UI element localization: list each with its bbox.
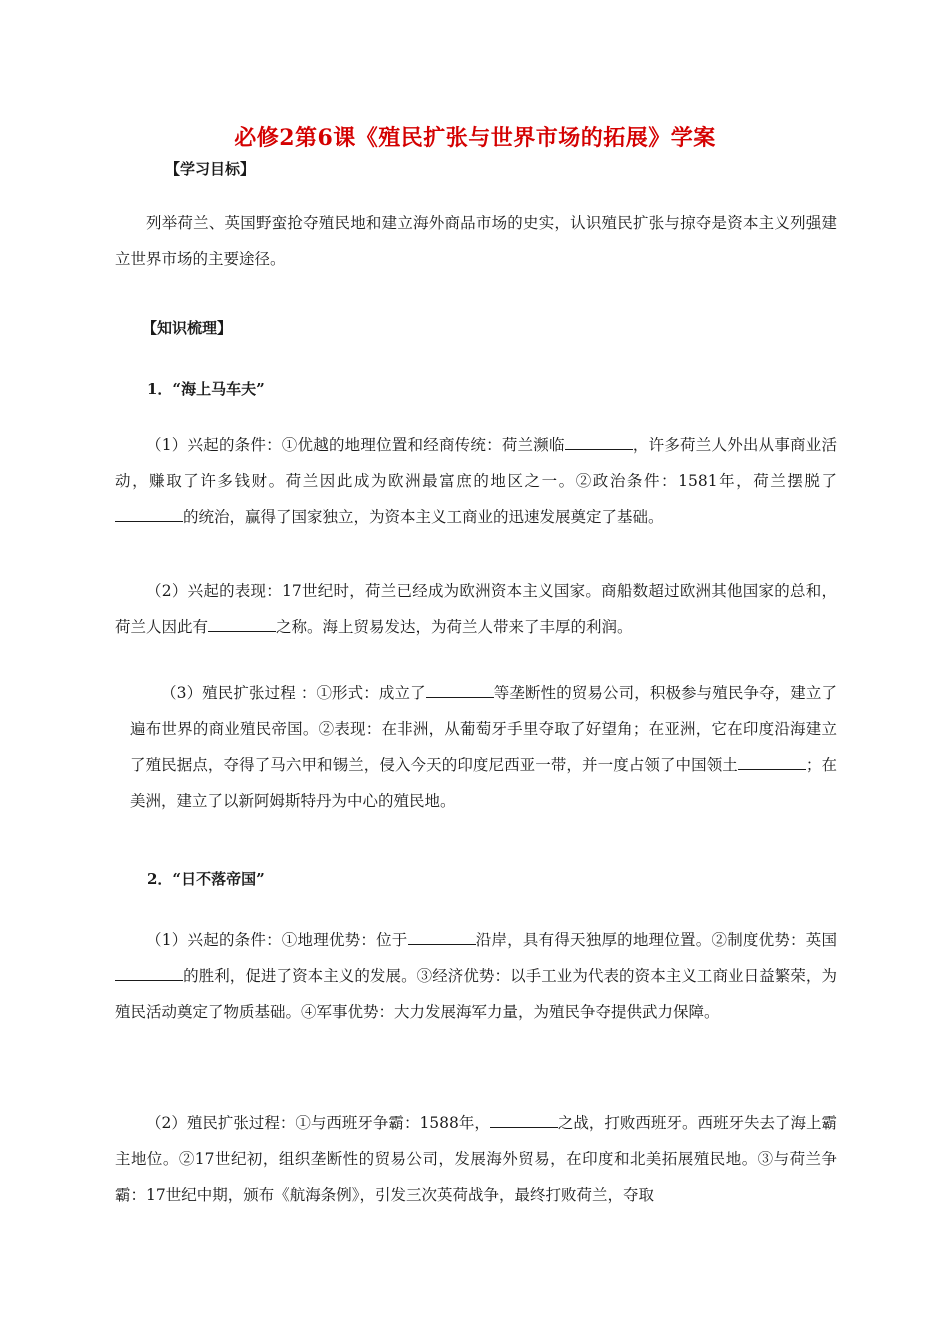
fill-blank[interactable]: [738, 754, 806, 771]
section2-paragraph-1: [115, 922, 837, 1030]
fill-blank[interactable]: [426, 682, 494, 699]
text-segment: （3）殖民扩张过程 ：①形式：成立了: [161, 684, 426, 702]
fill-blank[interactable]: [115, 506, 183, 523]
text-segment: （2）兴起的表现：17世纪时，荷兰已经成为欧洲资本主义国家。商船数超过欧洲其他国家的总和，荷兰人因此有: [115, 582, 837, 636]
text-segment: 之称。海上贸易发达，为荷兰人带来了丰厚的利润。: [276, 618, 633, 636]
heading-knowledge-review: 【知识梳理】: [142, 319, 233, 337]
section1-paragraph-1: [115, 427, 837, 535]
text-segment: 沿岸，具有得天独厚的地理位置。②制度优势：英国: [475, 931, 837, 949]
text-segment: 等垄断性的贸易公司，积极参与殖民争夺，建立了遍布世界的商业殖民帝国。②表现：在非洲，从葡萄牙手里夺取了好望角；在亚洲，它在印度沿海建立了殖民据点，夺得了马六甲和锡兰，侵入今天的印度尼西亚一带，并一度占领了中国领土: [130, 684, 837, 774]
text-segment: 的统治，赢得了国家独立，为资本主义工商业的迅速发展奠定了基础。: [183, 508, 664, 526]
section-heading-2: 2．“日不落帝国”: [147, 870, 265, 888]
text-segment: 的胜利，促进了资本主义的发展。③经济优势：以手工业为代表的资本主义工商业日益繁荣，为殖民活动奠定了物质基础。④军事优势：大力发展海军力量，为殖民争夺提供武力保障。: [115, 967, 837, 1021]
section1-paragraph-2: [115, 573, 837, 645]
text-segment: 之战，打败西班牙。西班牙失去了海上霸主地位。②17世纪初，组织垄断性的贸易公司，发展海外贸易，在印度和北美拓展殖民地。③与荷兰争霸：17世纪中期，颁布《航海条例》，引发三次英荷战争，最终打败荷兰，夺取: [115, 1114, 837, 1204]
fill-blank[interactable]: [565, 434, 633, 451]
fill-blank[interactable]: [490, 1112, 558, 1129]
heading-learning-goals: 【学习目标】: [165, 160, 256, 178]
text-segment: ，许多荷兰人外出从事商业活动，赚取了许多钱财。荷兰因此成为欧洲最富庶的地区之一。②政治条件：1581年，荷兰摆脱了: [115, 436, 837, 490]
document-title: 必修2第6课《殖民扩张与世界市场的拓展》学案: [234, 125, 716, 151]
section2-paragraph-2: [115, 1105, 837, 1213]
text-segment: ；在美洲，建立了以新阿姆斯特丹为中心的殖民地。: [130, 756, 837, 810]
section-heading-1: 1．“海上马车夫”: [147, 380, 265, 398]
goals-paragraph: 列举荷兰、英国野蛮抢夺殖民地和建立海外商品市场的史实，认识殖民扩张与掠夺是资本主义列强建立世界市场的主要途径。: [115, 214, 837, 268]
text-segment: （2）殖民扩张过程：①与西班牙争霸：1588年，: [146, 1114, 490, 1132]
section1-paragraph-3: [130, 675, 837, 819]
fill-blank[interactable]: [408, 929, 476, 946]
fill-blank[interactable]: [115, 965, 183, 982]
text-segment: （1）兴起的条件：①优越的地理位置和经商传统：荷兰濒临: [146, 436, 565, 454]
fill-blank[interactable]: [208, 616, 276, 633]
text-segment: （1）兴起的条件：①地理优势：位于: [146, 931, 408, 949]
